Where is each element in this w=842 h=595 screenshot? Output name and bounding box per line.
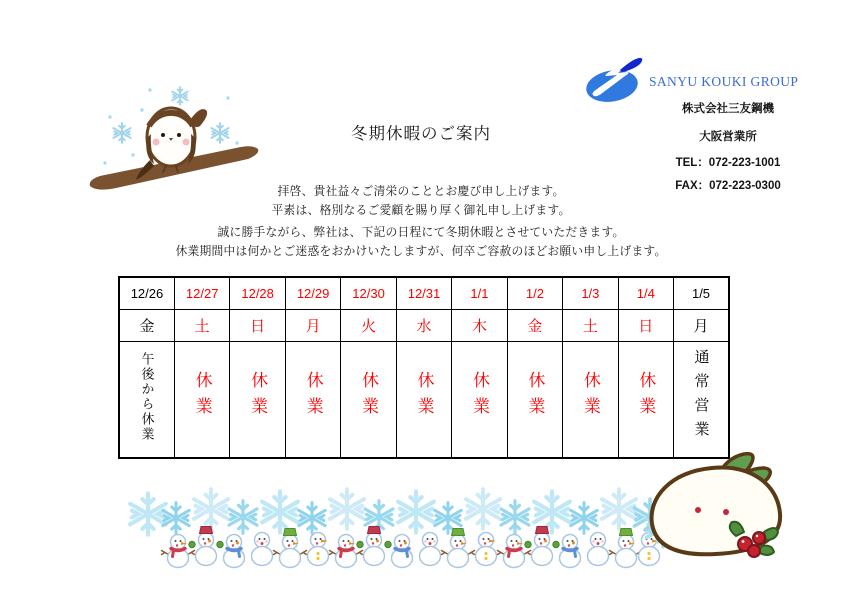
status-row — [119, 342, 729, 459]
status-cell-text: 休業 — [469, 371, 489, 423]
day-cell — [674, 310, 729, 342]
snow-rabbit-illustration — [640, 452, 790, 567]
company-info-block — [638, 100, 818, 193]
date-cell — [119, 277, 174, 310]
date-cell-text: 1/4 — [636, 286, 655, 301]
day-cell — [230, 310, 285, 342]
status-cell — [396, 342, 451, 459]
date-cell — [285, 277, 340, 310]
office-name: 大阪営業所 — [699, 131, 757, 143]
date-cell — [618, 277, 673, 310]
day-cell — [119, 310, 174, 342]
day-cell — [563, 310, 618, 342]
status-cell — [563, 342, 618, 459]
day-cell-text: 月 — [693, 318, 709, 335]
status-cell-text: 休業 — [248, 371, 268, 423]
schedule-table-body — [119, 277, 729, 458]
group-name: SANYU KOUKI GROUP — [649, 74, 799, 89]
date-cell — [507, 277, 562, 310]
date-cell-text: 1/2 — [525, 286, 544, 301]
sanyu-kouki-logo-icon — [583, 56, 645, 106]
date-cell-text: 12/31 — [407, 286, 441, 301]
day-cell-text: 火 — [361, 318, 377, 335]
status-cell — [674, 342, 729, 459]
date-cell — [174, 277, 229, 310]
day-cell-text: 金 — [527, 318, 543, 335]
greeting-paragraph-1 — [0, 182, 842, 220]
tel-number: TEL：072-223-1001 — [675, 157, 781, 169]
status-cell-text: 休業 — [636, 371, 656, 423]
status-cell — [285, 342, 340, 459]
day-row — [119, 310, 729, 342]
day-cell — [341, 310, 396, 342]
day-cell-text: 土 — [582, 318, 598, 335]
fax-number: FAX：072-223-0300 — [675, 180, 781, 192]
date-cell — [230, 277, 285, 310]
greeting-line: 誠に勝手ながら、弊社は、下記の日程にて冬期休暇とさせていただきます。 — [217, 225, 625, 239]
company-name: 株式会社三友鋼機 — [682, 103, 774, 115]
date-cell-text: 1/3 — [581, 286, 600, 301]
day-cell-text: 土 — [194, 318, 210, 335]
status-cell-text: 休業 — [192, 371, 212, 423]
date-cell — [341, 277, 396, 310]
day-cell-text: 木 — [471, 318, 487, 335]
snowflakes-and-snowmen-border — [125, 485, 680, 580]
date-row — [119, 277, 729, 310]
status-cell-text: 通常営業 — [692, 349, 710, 445]
status-cell-text: 休業 — [303, 371, 323, 423]
greeting-line: 平素は、格別なるご愛顧を賜り厚く御礼申し上げます。 — [271, 203, 571, 217]
day-cell — [174, 310, 229, 342]
page-title: 冬期休暇のご案内 — [351, 125, 491, 143]
date-cell-text: 12/29 — [296, 286, 330, 301]
day-cell — [507, 310, 562, 342]
day-cell — [285, 310, 340, 342]
date-cell — [563, 277, 618, 310]
date-cell-text: 12/28 — [241, 286, 274, 301]
status-cell-text: 休業 — [580, 371, 600, 423]
date-cell-text: 1/5 — [691, 286, 711, 301]
date-cell — [674, 277, 729, 310]
greeting-line: 休業期間中は何かとご迷惑をおかけいたしますが、何卒ご容赦のほどお願い申し上げます。 — [175, 244, 667, 258]
schedule-table — [118, 276, 730, 459]
status-cell-text: 休業 — [359, 371, 379, 423]
schedule-table-wrap — [118, 276, 730, 459]
status-cell-text: 午後から休業 — [139, 352, 155, 442]
status-cell — [507, 342, 562, 459]
status-cell — [452, 342, 507, 459]
status-cell — [618, 342, 673, 459]
day-cell — [396, 310, 451, 342]
status-cell-text: 休業 — [414, 371, 434, 423]
day-cell — [452, 310, 507, 342]
status-cell — [119, 342, 174, 459]
date-cell — [396, 277, 451, 310]
status-cell — [341, 342, 396, 459]
date-cell-text: 12/26 — [130, 286, 164, 301]
status-cell — [174, 342, 229, 459]
date-cell — [452, 277, 507, 310]
greeting-line: 拝啓、貴社益々ご清栄のこととお慶び申し上げます。 — [277, 184, 565, 198]
date-cell-text: 1/1 — [470, 286, 489, 301]
status-cell — [230, 342, 285, 459]
greeting-paragraph-2 — [0, 223, 842, 261]
day-cell-text: 日 — [250, 318, 266, 335]
date-cell-text: 12/30 — [352, 286, 385, 301]
status-cell-text: 休業 — [525, 371, 545, 423]
day-cell-text: 日 — [638, 318, 654, 335]
day-cell-text: 月 — [305, 318, 321, 335]
day-cell-text: 水 — [416, 318, 432, 335]
day-cell-text: 金 — [139, 318, 155, 335]
date-cell-text: 12/27 — [185, 286, 219, 301]
day-cell — [618, 310, 673, 342]
